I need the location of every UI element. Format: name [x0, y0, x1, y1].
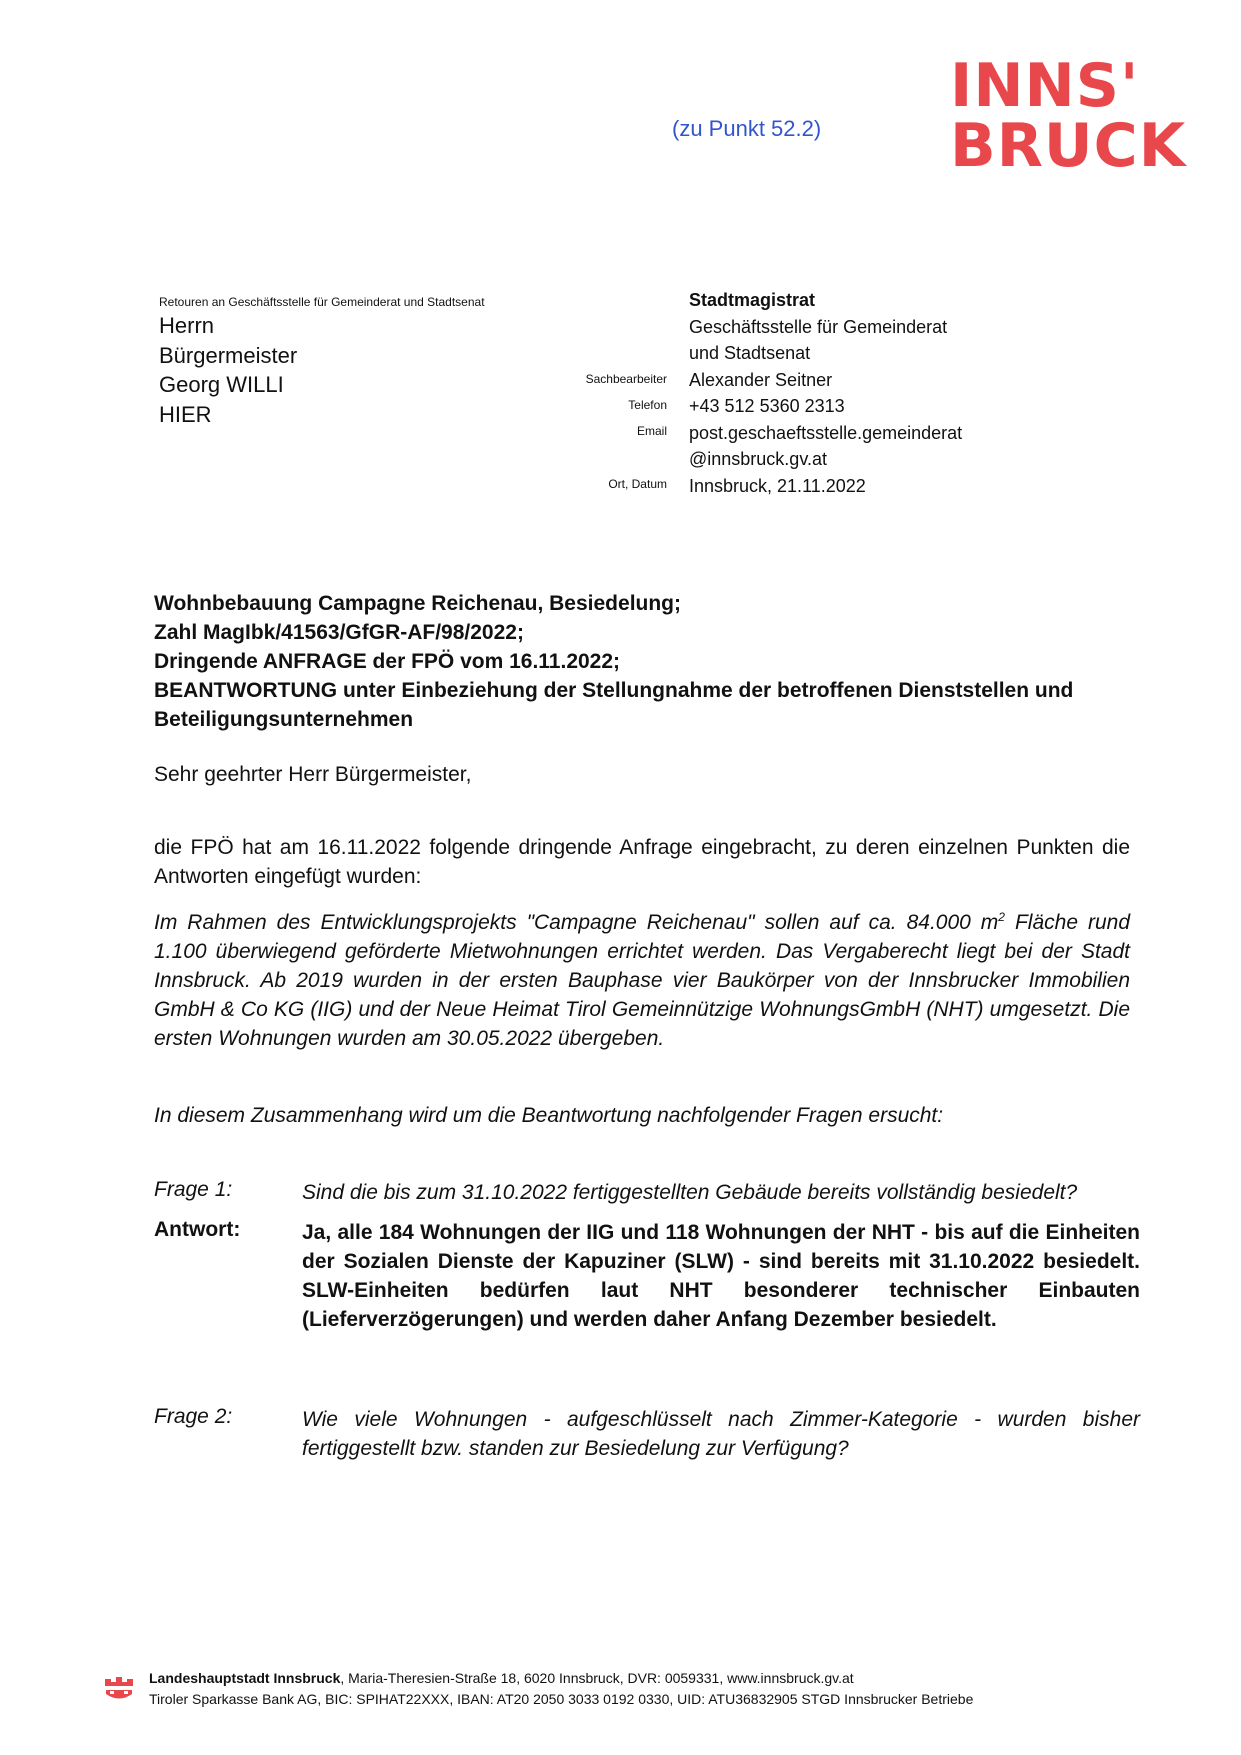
- logo-line-1: INNS': [950, 51, 1140, 121]
- footer-line-2: Tiroler Sparkasse Bank AG, BIC: SPIHAT22XXX, IBAN: AT20 2050 3033 0192 0330, UID: ATU36832905 STGD Innsbrucker Betriebe: [149, 1691, 974, 1707]
- recipient-line: HIER: [159, 401, 212, 427]
- subject-line: Dringende ANFRAGE der FPÖ vom 16.11.2022;: [154, 650, 621, 673]
- footer-address: , Maria-Theresien-Straße 18, 6020 Innsbruck, DVR: 0059331, www.innsbruck.gv.at: [340, 1670, 854, 1686]
- recipient-line: Herrn: [159, 313, 215, 338]
- answer-1-text: Ja, alle 184 Wohnungen der IIG und 118 Wohnungen der NHT - bis auf die Einheiten der Sozialen Dienste der Kapuziner (SLW) - sind bereits mit 31.10.2022 besiedelt. SLW-Einheiten bedürfen laut NHT besonderer technischer Einbauten (Lieferverzögerungen) und werden daher Anfang Dezember besiedelt.: [302, 1221, 1140, 1331]
- quote-text: Fläche rund 1.100 überwiegend geförderte Mietwohnungen errichtet werden. Das Vergaberecht liegt bei der Stadt Innsbruck. Ab 2019 wurden in der ersten Bauphase vier Baukörper von der Innsbrucker Immobilien GmbH & Co KG (IIG) und der Neue Heimat Tirol Gemeinnützige WohnungsGmbH (NHT) umgesetzt. Die ersten Wohnungen wurden am 30.05.2022 übergeben.: [154, 911, 1131, 1050]
- subject-block: [154, 589, 1114, 734]
- subject-line: BEANTWORTUNG unter Einbeziehung der Stellungnahme der betroffenen Dienststellen und Beteiligungsunternehmen: [154, 679, 1074, 731]
- sender-dept: Geschäftsstelle für Gemeinderat: [689, 316, 948, 337]
- question-2-label: Frage 2:: [154, 1405, 233, 1428]
- city-crest-icon: [104, 1673, 134, 1703]
- quote-superscript: 2: [998, 910, 1005, 924]
- sender-date: Innsbruck, 21.11.2022: [689, 475, 866, 496]
- return-note: Retouren an Geschäftsstelle für Gemeinderat und Stadtsenat: [159, 295, 485, 309]
- intro-paragraph: die FPÖ hat am 16.11.2022 folgende dringende Anfrage eingebracht, zu deren einzelnen Punkten die Antworten eingefügt wurden:: [154, 836, 1130, 888]
- footer-line-1: [149, 1668, 973, 1689]
- recipient-line: Georg WILLI: [159, 372, 284, 397]
- subject-line: Zahl MagIbk/41563/GfGR-AF/98/2022;: [154, 621, 524, 644]
- subject-line: Wohnbebauung Campagne Reichenau, Besiedelung;: [154, 592, 681, 615]
- sender-office: Stadtmagistrat: [689, 290, 816, 310]
- agenda-reference: (zu Punkt 52.2): [672, 116, 822, 141]
- sender-email: @innsbruck.gv.at: [689, 449, 827, 469]
- footer: [149, 1668, 973, 1710]
- sender-dept: und Stadtsenat: [689, 343, 811, 363]
- inquiry-quote: [154, 903, 1130, 1053]
- clerk-label: Sachbearbeiter: [585, 372, 667, 386]
- logo-line-2: BRUCK: [950, 111, 1187, 181]
- question-lead: In diesem Zusammenhang wird um die Beantwortung nachfolgender Fragen ersucht:: [154, 1104, 944, 1127]
- greeting: Sehr geehrter Herr Bürgermeister,: [154, 763, 472, 786]
- answer-1-label: Antwort:: [154, 1218, 241, 1241]
- recipient-address: [159, 311, 297, 429]
- sender-phone: +43 512 5360 2313: [689, 396, 845, 416]
- footer-city: Landeshauptstadt Innsbruck: [149, 1670, 341, 1686]
- question-1-label: Frage 1:: [154, 1178, 233, 1201]
- quote-text: Im Rahmen des Entwicklungsprojekts "Campagne Reichenau" sollen auf ca. 84.000 m: [154, 911, 999, 934]
- sender-block: [689, 287, 962, 499]
- phone-label: Telefon: [628, 398, 667, 412]
- email-label: Email: [636, 424, 667, 438]
- recipient-line: Bürgermeister: [159, 342, 298, 368]
- sender-clerk: Alexander Seitner: [689, 369, 833, 390]
- sender-email: post.geschaeftsstelle.gemeinderat: [689, 422, 963, 443]
- question-2-text: Wie viele Wohnungen - aufgeschlüsselt nach Zimmer-Kategorie - wurden bisher fertiggestellt bzw. standen zur Besiedelung zur Verfügung?: [302, 1408, 1140, 1460]
- question-1-text: Sind die bis zum 31.10.2022 fertiggestellten Gebäude bereits vollständig besiedelt?: [302, 1181, 1078, 1204]
- innsbruck-logo: [950, 51, 1194, 181]
- date-label: Ort, Datum: [608, 477, 667, 491]
